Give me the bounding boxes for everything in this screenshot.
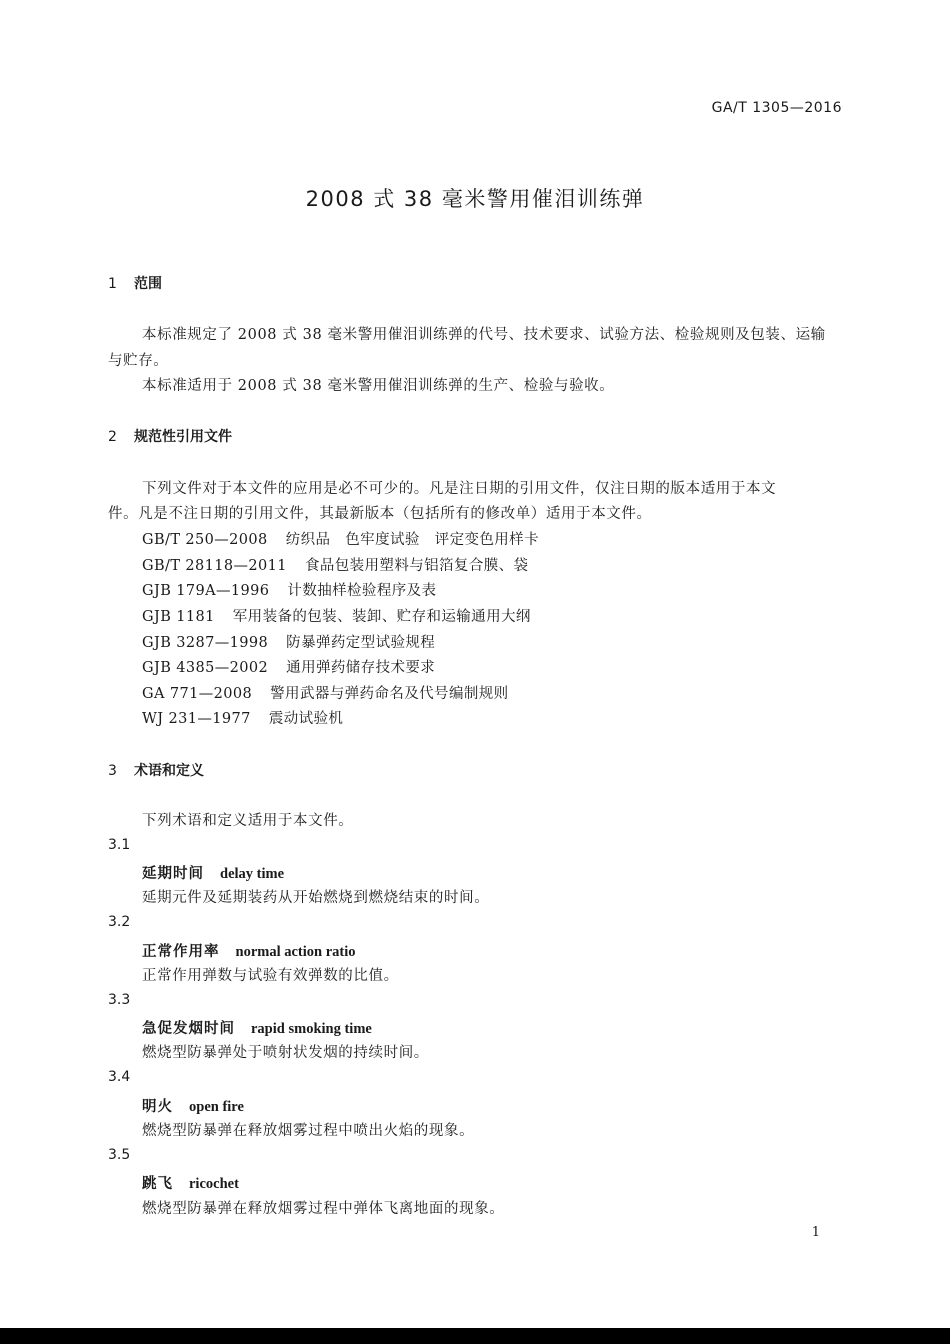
section-heading-terms [108, 760, 204, 780]
term-number: 3.4 [108, 1069, 131, 1085]
term-definition: 燃烧型防暴弹处于喷射状发烟的持续时间。 [142, 1045, 429, 1061]
reference-title: 警用武器与弹药命名及代号编制规则 [270, 686, 509, 702]
reference-code: GA 771—2008 [142, 686, 253, 702]
reference-item [142, 554, 528, 575]
term-number: 3.5 [108, 1147, 131, 1163]
scope-paragraph-1-cont: 与贮存。 [108, 353, 169, 369]
reference-code: GB/T 250—2008 [142, 532, 268, 548]
reference-title: 防暴弹药定型试验规程 [286, 635, 436, 651]
document-title: 2008 式 38 毫米警用催泪训练弹 [305, 187, 645, 211]
reference-title: 纺织品 色牢度试验 评定变色用样卡 [285, 532, 539, 548]
section-heading-scope [108, 273, 162, 293]
term-en: ricochet [189, 1176, 239, 1192]
term-number: 3.1 [108, 837, 131, 853]
section-title: 规范性引用文件 [134, 429, 232, 445]
reference-code: GJB 1181 [142, 609, 215, 625]
term-heading [142, 1017, 372, 1038]
reference-code: GJB 3287—1998 [142, 635, 269, 651]
reference-item [142, 605, 531, 626]
references-intro-cont: 件。凡是不注日期的引用文件，其最新版本（包括所有的修改单）适用于本文件。 [108, 506, 652, 522]
reference-title: 震动试验机 [268, 711, 344, 727]
term-en: normal action ratio [235, 944, 356, 960]
term-definition: 燃烧型防暴弹在释放烟雾过程中喷出火焰的现象。 [142, 1123, 475, 1139]
term-zh: 急促发烟时间 [142, 1021, 235, 1037]
standard-code: GA/T 1305—2016 [711, 100, 842, 116]
reference-title: 通用弹药储存技术要求 [286, 660, 436, 676]
reference-title: 计数抽样检验程序及表 [287, 583, 437, 599]
term-heading [142, 1095, 244, 1116]
term-number: 3.3 [108, 992, 131, 1008]
section-heading-references [108, 426, 232, 446]
section-number: 2 [108, 429, 117, 445]
term-number: 3.2 [108, 914, 131, 930]
term-heading [142, 1172, 239, 1193]
term-zh: 延期时间 [142, 866, 204, 882]
term-zh: 跳飞 [142, 1176, 173, 1192]
term-definition: 正常作用弹数与试验有效弹数的比值。 [142, 968, 399, 984]
reference-item [142, 631, 435, 652]
term-en: delay time [220, 866, 285, 882]
term-heading [142, 940, 356, 961]
reference-item [142, 579, 436, 600]
reference-code: GJB 4385—2002 [142, 660, 269, 676]
section-number: 3 [108, 763, 117, 779]
reference-item [142, 707, 343, 728]
page-number: 1 [811, 1225, 820, 1240]
reference-item [142, 682, 509, 703]
reference-code: GJB 179A—1996 [142, 583, 270, 599]
term-en: open fire [189, 1099, 244, 1115]
section-title: 范围 [134, 276, 162, 292]
references-intro: 下列文件对于本文件的应用是必不可少的。凡是注日期的引用文件，仅注日期的版本适用于本文 [142, 481, 777, 497]
term-heading [142, 862, 284, 883]
reference-title: 军用装备的包装、装卸、贮存和运输通用大纲 [232, 609, 531, 625]
term-definition: 燃烧型防暴弹在释放烟雾过程中弹体飞离地面的现象。 [142, 1201, 505, 1217]
term-zh: 正常作用率 [142, 944, 220, 960]
reference-code: GB/T 28118—2011 [142, 558, 287, 574]
scope-paragraph-1: 本标准规定了 2008 式 38 毫米警用催泪训练弹的代号、技术要求、试验方法、检验规则及包装、运输 [142, 327, 826, 343]
scope-paragraph-2: 本标准适用于 2008 式 38 毫米警用催泪训练弹的生产、检验与验收。 [142, 378, 615, 394]
section-title: 术语和定义 [134, 763, 204, 779]
reference-title: 食品包装用塑料与铝箔复合膜、袋 [304, 558, 529, 574]
term-definition: 延期元件及延期装药从开始燃烧到燃烧结束的时间。 [142, 890, 490, 906]
term-en: rapid smoking time [251, 1021, 372, 1037]
term-zh: 明火 [142, 1099, 173, 1115]
reference-item [142, 656, 435, 677]
section-number: 1 [108, 276, 117, 292]
terms-intro: 下列术语和定义适用于本文件。 [142, 813, 354, 829]
reference-code: WJ 231—1977 [142, 711, 251, 727]
bottom-border [0, 1328, 950, 1344]
reference-item [142, 528, 539, 549]
